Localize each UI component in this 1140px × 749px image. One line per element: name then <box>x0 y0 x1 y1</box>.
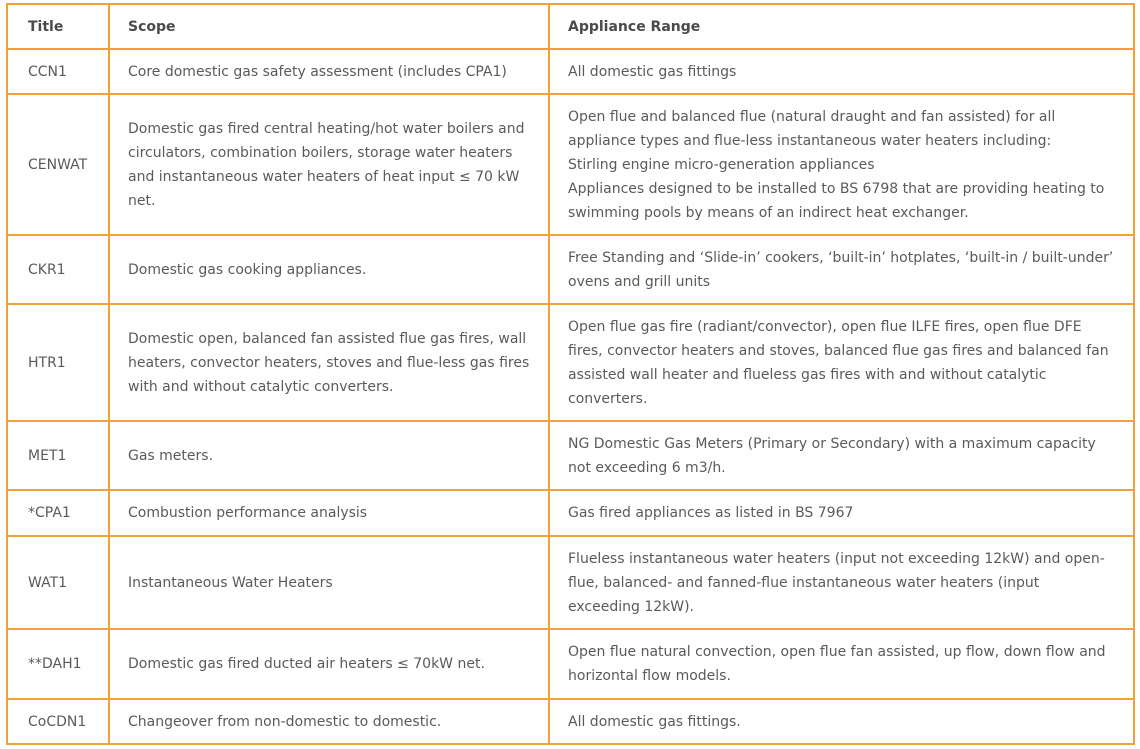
table-row <box>7 304 1134 421</box>
row-title: **DAH1 <box>7 629 109 699</box>
row-scope: Domestic open, balanced fan assisted flue gas fires, wall heaters, convector heaters, stoves and flue-less gas fires with and without catalytic converters. <box>109 304 549 421</box>
row-appliance-range: Open flue and balanced flue (natural draught and fan assisted) for all appliance types and flue-less instantaneous water heaters including: Stirling engine micro-generation appliances Appliances designed to be installed to BS 6798 that are providing heating to swimming pools by means of an indirect heat exchanger. <box>549 94 1134 235</box>
row-title: CKR1 <box>7 235 109 304</box>
table-row <box>7 490 1134 536</box>
column-header-appliance-range: Appliance Range <box>549 4 1134 49</box>
table-row <box>7 235 1134 304</box>
row-appliance-range: All domestic gas fittings. <box>549 699 1134 744</box>
row-appliance-range: Flueless instantaneous water heaters (input not exceeding 12kW) and open-flue, balanced- and fanned-flue instantaneous water heaters (input exceeding 12kW). <box>549 536 1134 629</box>
table-row <box>7 94 1134 235</box>
row-appliance-range: Free Standing and ‘Slide-in’ cookers, ‘built-in’ hotplates, ‘built-in / built-under’ ovens and grill units <box>549 235 1134 304</box>
row-appliance-range: Open flue gas fire (radiant/convector), open flue ILFE fires, open flue DFE fires, convector heaters and stoves, balanced flue gas fires and balanced fan assisted wall heater and flueless gas fires with and without catalytic converters. <box>549 304 1134 421</box>
row-scope: Domestic gas cooking appliances. <box>109 235 549 304</box>
row-scope: Domestic gas fired ducted air heaters ≤ 70kW net. <box>109 629 549 699</box>
table-row <box>7 629 1134 699</box>
table-row <box>7 49 1134 94</box>
column-header-title: Title <box>7 4 109 49</box>
row-appliance-range: Open flue natural convection, open flue fan assisted, up flow, down flow and horizontal flow models. <box>549 629 1134 699</box>
row-scope: Combustion performance analysis <box>109 490 549 536</box>
row-title: WAT1 <box>7 536 109 629</box>
row-scope: Domestic gas fired central heating/hot water boilers and circulators, combination boilers, storage water heaters and instantaneous water heaters of heat input ≤ 70 kW net. <box>109 94 549 235</box>
row-title: CoCDN1 <box>7 699 109 744</box>
row-title: HTR1 <box>7 304 109 421</box>
row-scope: Gas meters. <box>109 421 549 490</box>
row-appliance-range: Gas fired appliances as listed in BS 7967 <box>549 490 1134 536</box>
table-row <box>7 536 1134 629</box>
table-header-row <box>7 4 1134 49</box>
table-row <box>7 421 1134 490</box>
row-title: CENWAT <box>7 94 109 235</box>
row-title: *CPA1 <box>7 490 109 536</box>
column-header-scope: Scope <box>109 4 549 49</box>
row-appliance-range: NG Domestic Gas Meters (Primary or Secondary) with a maximum capacity not exceeding 6 m3/h. <box>549 421 1134 490</box>
row-scope: Changeover from non-domestic to domestic. <box>109 699 549 744</box>
table-row <box>7 699 1134 744</box>
qualifications-table <box>6 3 1135 745</box>
row-scope: Instantaneous Water Heaters <box>109 536 549 629</box>
row-title: MET1 <box>7 421 109 490</box>
row-scope: Core domestic gas safety assessment (includes CPA1) <box>109 49 549 94</box>
row-title: CCN1 <box>7 49 109 94</box>
row-appliance-range: All domestic gas fittings <box>549 49 1134 94</box>
